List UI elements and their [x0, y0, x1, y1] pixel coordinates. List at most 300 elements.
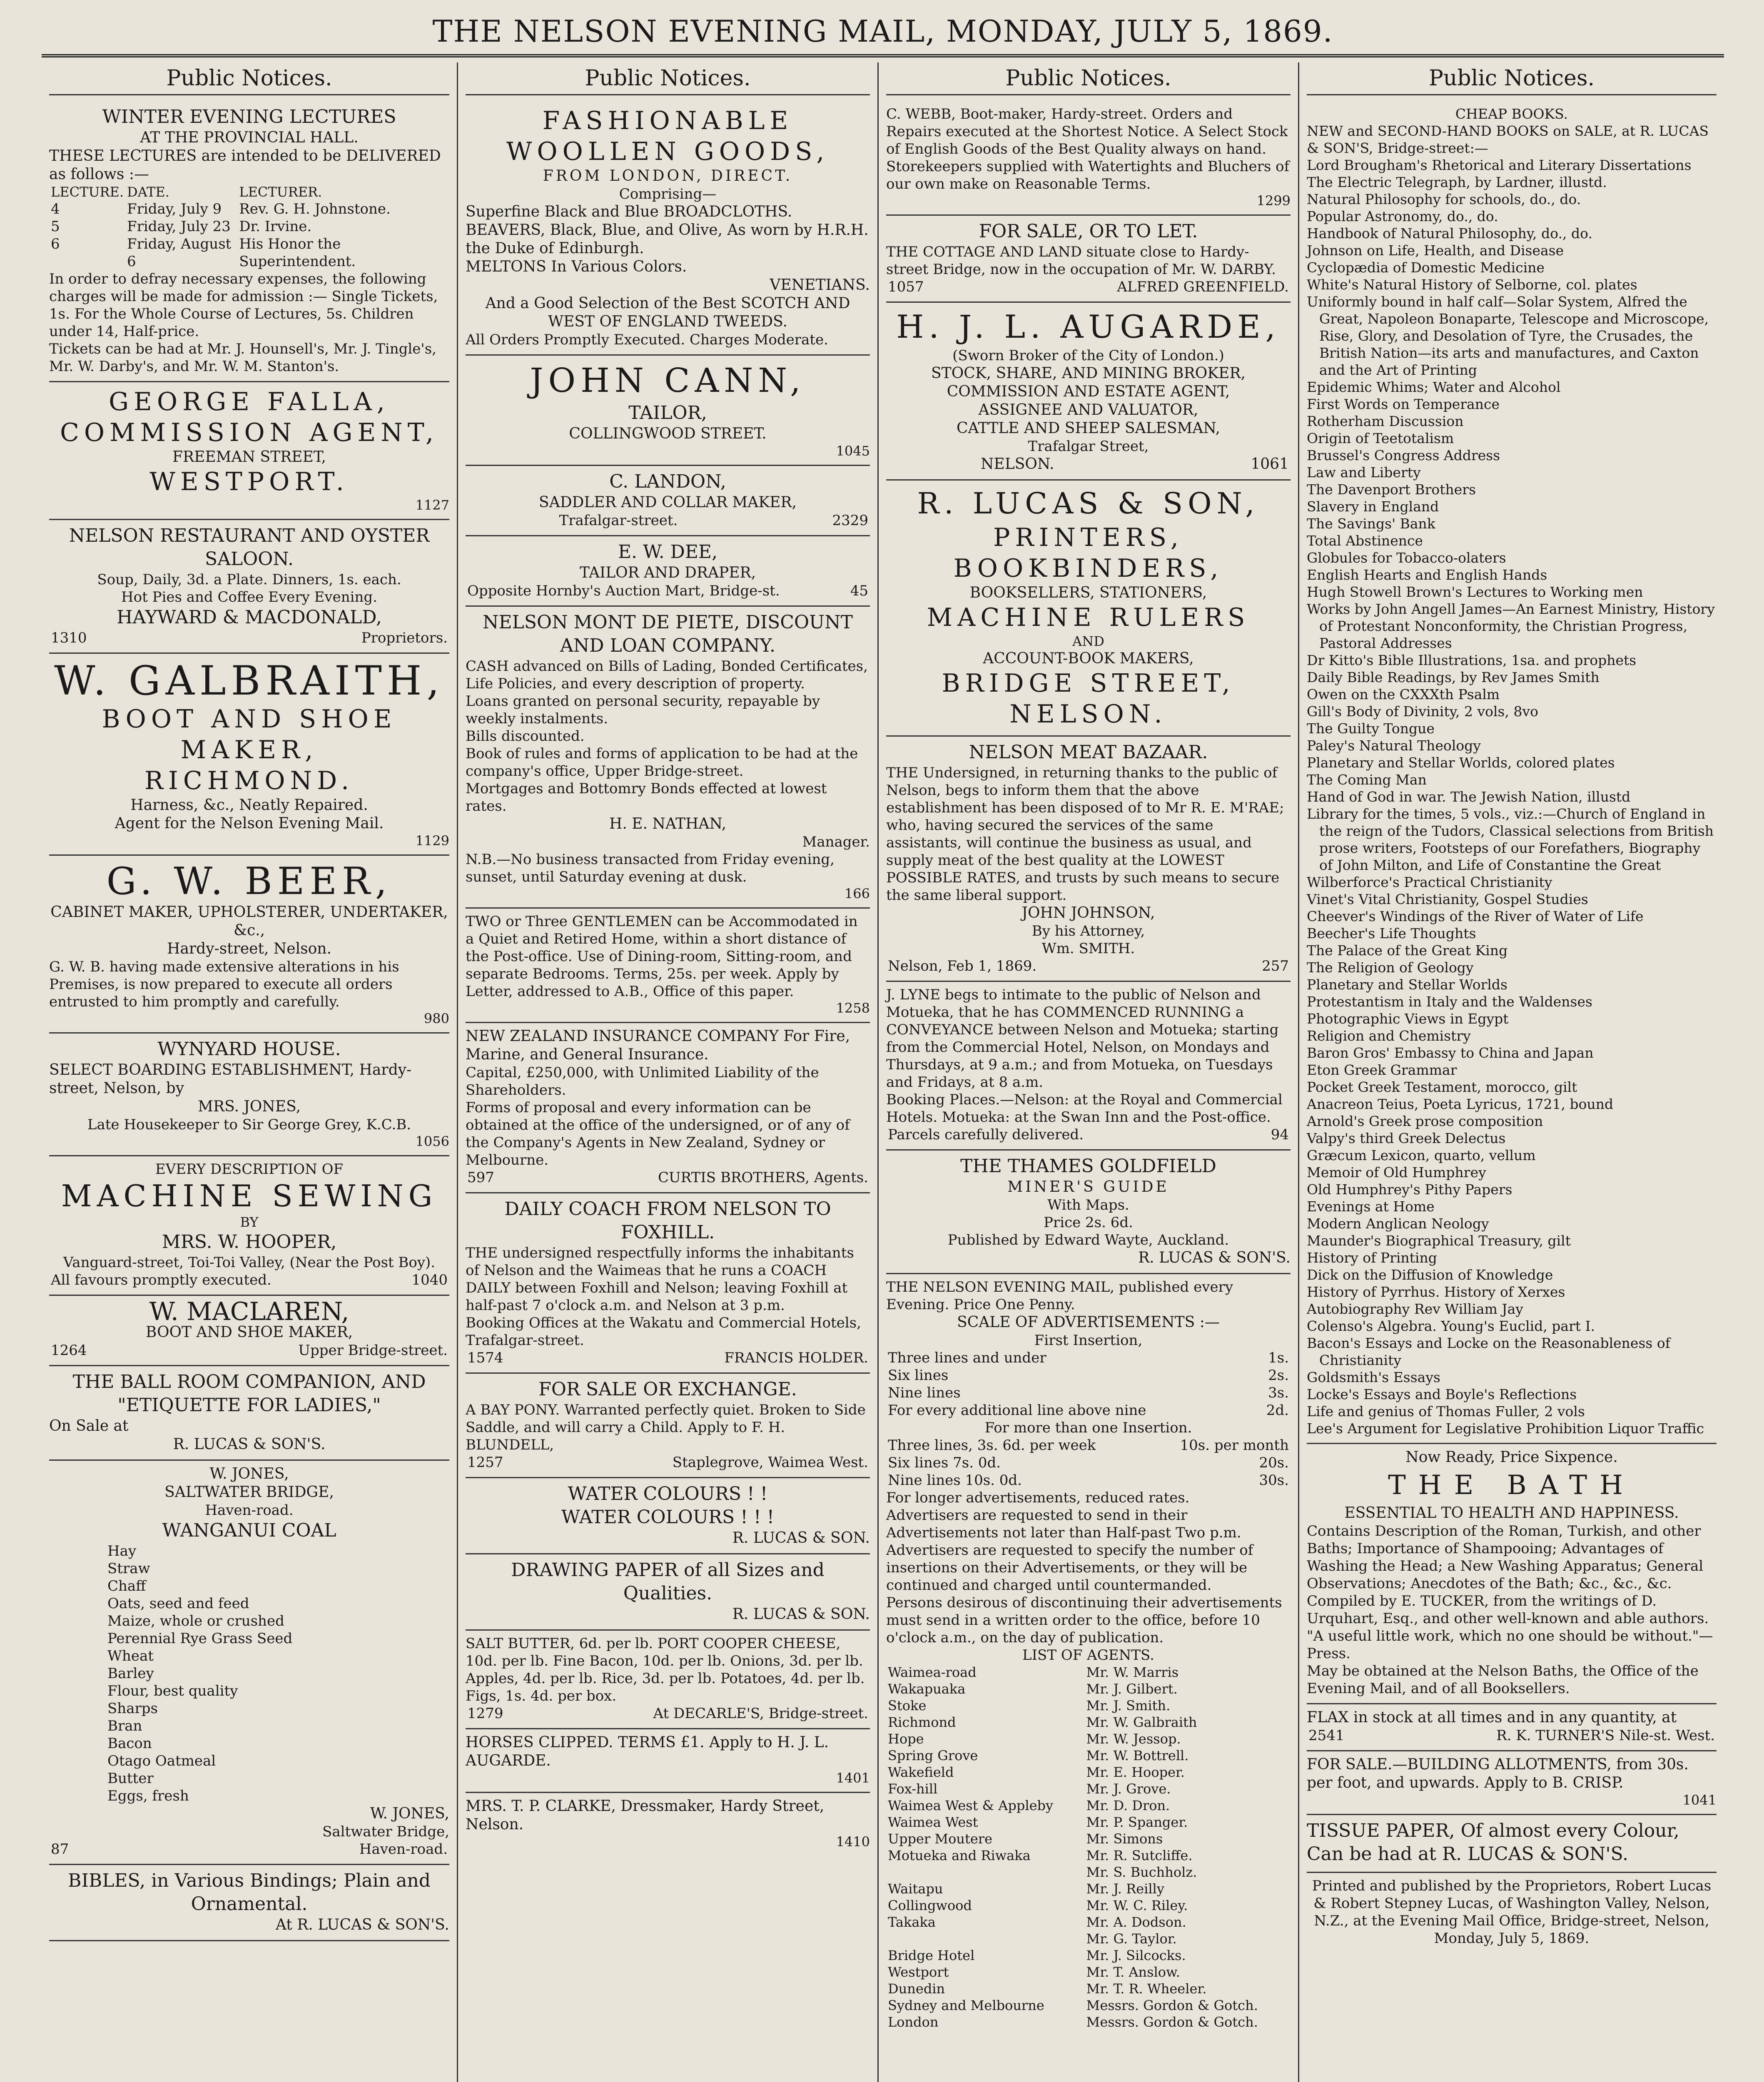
book-item: Natural Philosophy for schools, do., do.: [1307, 191, 1581, 207]
watercolours-line2: WATER COLOURS ! ! !: [561, 1507, 775, 1528]
lucas-ad: [886, 481, 1291, 737]
agent-place: Collingwood: [888, 1898, 972, 1913]
lecture-cell: His Honor the Superintendent.: [239, 236, 356, 270]
ad-number: 1061: [1251, 456, 1289, 473]
weekly-value: 20s.: [1259, 1454, 1289, 1471]
restaurant-line1: Soup, Daily, 3d. a Plate. Dinners, 1s. each.: [97, 571, 401, 588]
beer-ad: [49, 856, 449, 1034]
book-item: Globules for Tobacco-olaters: [1307, 550, 1506, 566]
flax-ad: [1307, 1704, 1717, 1751]
hooper-footer: [49, 1271, 449, 1289]
agent-name: Mr. J. Grove.: [1086, 1781, 1171, 1797]
hooper-line1: EVERY DESCRIPTION OF: [155, 1161, 344, 1178]
bath-body: Contains Description of the Roman, Turkish, and other Baths; Importance of Shampooing; Advantages of Washing the Head; a New Washing Apparatus; General Observations; Anecdotes of the Bath; &c., &c., &c.: [1307, 1523, 1704, 1592]
table-row: [886, 1731, 1291, 1747]
column-4: [1299, 62, 1724, 2082]
thames-line3: With Maps.: [1047, 1197, 1129, 1213]
book-item: Maunder's Biographical Treasury, gilt: [1307, 1233, 1571, 1249]
maclaren-name: W. MACLAREN,: [149, 1297, 349, 1326]
hooper-line6: All favours promptly executed.: [51, 1272, 272, 1288]
montdepiete-title: NELSON MONT DE PIETE, DISCOUNT AND LOAN COMPANY.: [483, 612, 853, 656]
ad-number: 1310: [51, 630, 87, 646]
book-item: Evenings at Home: [1307, 1198, 1435, 1215]
list-item: Barley: [107, 1665, 154, 1682]
list-item: Bran: [107, 1718, 142, 1734]
montdepiete-body3: Bills discounted.: [466, 728, 585, 745]
book-item: Hugh Stowell Brown's Lectures to Working men: [1307, 584, 1643, 600]
list-item: Chaff: [107, 1578, 146, 1594]
allotments-body: FOR SALE.—BUILDING ALLOTMENTS, from 30s. per foot, and upwards. Apply to B. CRISP.: [1307, 1756, 1689, 1791]
lectures-header: LECTURE.: [51, 184, 124, 200]
lucas-line9: NELSON.: [1009, 700, 1167, 729]
table-row: [886, 2014, 1291, 2030]
rate-value: 1s.: [1268, 1350, 1289, 1366]
table-row: [886, 1764, 1291, 1781]
montdepiete-body2: Loans granted on personal security, repayable by weekly instalments.: [466, 693, 820, 727]
montdepiete-nb: N.B.—No business transacted from Friday evening, sunset, until Saturday evening at dusk.: [466, 851, 835, 885]
meat-body: THE Undersigned, in returning thanks to the public of Nelson, begs to inform them that the above establishment has been disposed of to Mr R. E. M'RAE; who, having secured the services of the same assistants, will continue the business as usual, and supply meat of the best quality at the LOWEST POSSIBLE RATES, and trusts by such means to secure the same liberal support.: [886, 765, 1284, 904]
ad-number: 1127: [415, 497, 449, 513]
hooper-line2: MACHINE SEWING: [61, 1178, 438, 1213]
agent-name: Mr. Simons: [1086, 1831, 1163, 1847]
list-item: Sharps: [107, 1700, 158, 1717]
meat-title: NELSON MEAT BAZAAR.: [969, 742, 1208, 763]
book-item: Popular Astronomy, do., do.: [1307, 208, 1498, 224]
lucas-line8: BRIDGE STREET,: [942, 669, 1235, 698]
book-item: Modern Anglican Neology: [1307, 1215, 1489, 1232]
agent-name: Mr. S. Buchholz.: [1086, 1864, 1197, 1880]
ad-number: 1045: [836, 443, 870, 459]
galbraith-name: W. GALBRAITH,: [54, 657, 445, 704]
allotments-ad: [1307, 1751, 1717, 1815]
woollen-ad: [466, 101, 870, 356]
jones-sig3: Haven-road.: [359, 1841, 448, 1858]
table-row: [886, 1947, 1291, 1964]
forsale-body: A BAY PONY. Warranted perfectly quiet. Broken to Side Saddle, and will carry a Child. Apply to F. H. BLUNDELL,: [466, 1402, 866, 1453]
agent-place: Takaka: [888, 1914, 936, 1930]
montdepiete-role: Manager.: [802, 834, 870, 850]
book-item: The Guilty Tongue: [1307, 720, 1435, 737]
flax-sig: R. K. TURNER'S Nile-st. West.: [1496, 1727, 1715, 1744]
bibles-line1: BIBLES, in Various Bindings; Plain and Ornamental.: [68, 1870, 431, 1915]
mail-ad: [886, 1274, 1291, 2036]
lucas-line6: AND: [1072, 633, 1104, 649]
agent-place: Westport: [888, 1964, 949, 1980]
watercolours-line1: WATER COLOURS ! !: [568, 1483, 768, 1504]
bath-body2: Compiled by E. TUCKER, from the writings of D. Urquhart, Esq., and other well-known and able authors.: [1307, 1593, 1709, 1627]
book-item: Daily Bible Readings, by Rev James Smith: [1307, 669, 1600, 685]
tissue-ad: [1307, 1815, 1717, 1873]
book-item: Old Humphrey's Pithy Papers: [1307, 1181, 1512, 1198]
coach-sig: FRANCIS HOLDER.: [724, 1350, 868, 1366]
maclaren-ad: [49, 1296, 449, 1366]
agent-name: Mr. D. Dron.: [1086, 1798, 1170, 1813]
book-item: Cyclopædia of Domestic Medicine: [1307, 259, 1545, 276]
augarde-line3: STOCK, SHARE, AND MINING BROKER,: [931, 365, 1246, 382]
coach-body: THE undersigned respectfully informs the inhabitants of Nelson and the Waimeas that he runs a COACH DAILY between Foxhill and Nelson; leaving Foxhill at half-past 7 o'clock a.m. and Nelson at 3 p.m.: [466, 1245, 854, 1314]
mail-more: For more than one Insertion.: [984, 1420, 1192, 1436]
augarde-line7: Trafalgar Street,: [1028, 438, 1149, 455]
ballroom-line3: R. LUCAS & SON'S.: [173, 1436, 326, 1453]
horses-body: HORSES CLIPPED. TERMS £1. Apply to H. J. L. AUGARDE.: [466, 1734, 829, 1769]
book-item: Memoir of Old Humphrey: [1307, 1164, 1486, 1180]
meat-date: Nelson, Feb 1, 1869.: [888, 958, 1037, 974]
table-row: [886, 1814, 1291, 1830]
book-item: Planetary and Stellar Worlds, colored plates: [1307, 755, 1615, 771]
book-item: Total Abstinence: [1307, 533, 1423, 549]
restaurant-names: HAYWARD & MACDONALD,: [117, 607, 382, 628]
mail-body2: Advertisers are requested to send in their Advertisements not later than Half-past Two p.m.: [886, 1507, 1241, 1541]
jones-name: W. JONES,: [209, 1465, 289, 1482]
agent-name: Mr. W. Jessop.: [1086, 1731, 1181, 1747]
book-item: Wilberforce's Practical Christianity: [1307, 874, 1552, 890]
woollen-line1: FASHIONABLE WOOLLEN GOODS,: [506, 106, 830, 166]
dee-ad: [466, 536, 870, 607]
book-item: The Electric Telegraph, by Lardner, illustd.: [1307, 174, 1607, 190]
table-row: [886, 1830, 1291, 1847]
lyne-body2: Booking Places.—Nelson: at the Royal and Commercial Hotels. Motueka: at the Swan Inn and the Post-office.: [886, 1091, 1283, 1126]
book-item: Johnson on Life, Health, and Disease: [1307, 242, 1564, 259]
wynyard-line1: SELECT BOARDING ESTABLISHMENT, Hardy-street, Nelson, by: [49, 1061, 412, 1097]
lectures-notice: [49, 101, 449, 382]
meat-sig: JOHN JOHNSON,: [1022, 904, 1155, 921]
weekly-value: 10s. per month: [1180, 1437, 1289, 1454]
maclaren-line3: Upper Bridge-street.: [298, 1342, 448, 1359]
agent-name: Mr. R. Sutcliffe.: [1086, 1848, 1193, 1863]
agent-name: Mr. T. Anslow.: [1086, 1964, 1180, 1980]
insurance-sig: CURTIS BROTHERS, Agents.: [658, 1169, 868, 1186]
book-item: Life and genius of Thomas Fuller, 2 vols: [1307, 1403, 1585, 1420]
meat-sig2: By his Attorney,: [1031, 923, 1145, 939]
list-item: Hay: [107, 1543, 137, 1559]
bath-body3: May be obtained at the Nelson Baths, the Office of the Evening Mail, and of all Booksellers.: [1307, 1663, 1699, 1697]
ad-number: 1056: [415, 1133, 449, 1149]
coach-body2: Booking Offices at the Wakatu and Commercial Hotels, Trafalgar-street.: [466, 1315, 861, 1349]
book-item: Hand of God in war. The Jewish Nation, illustd: [1307, 789, 1631, 805]
table-row: [886, 1349, 1291, 1367]
lucas-line3: BOOKBINDERS,: [953, 554, 1223, 583]
ad-number: 257: [1262, 958, 1289, 974]
lecture-cell: Friday, July 23: [127, 218, 231, 235]
cann-line2: TAILOR,: [628, 402, 707, 423]
lecture-cell: Friday, July 9: [127, 201, 222, 217]
agent-name: Mr. W. Marris: [1086, 1664, 1179, 1680]
book-item: Epidemic Whims; Water and Alcohol: [1307, 379, 1561, 395]
augarde-footer: [886, 455, 1291, 473]
insurance-title: NEW ZEALAND INSURANCE COMPANY For Fire, Marine, and General Insurance.: [466, 1028, 850, 1063]
augarde-line8: NELSON.: [981, 456, 1054, 473]
jones-items: [49, 1542, 449, 1805]
ad-number: 1401: [836, 1770, 870, 1786]
table-row: [886, 1714, 1291, 1731]
jones-line3: Haven-road.: [205, 1502, 294, 1519]
lectures-header: DATE.: [127, 184, 169, 200]
jones-sig2: Saltwater Bridge,: [322, 1823, 449, 1840]
book-item: The Religion of Geology: [1307, 959, 1474, 976]
lecture-cell: Friday, August 6: [127, 236, 232, 270]
beer-body: G. W. B. having made extensive alterations in his Premises, is now prepared to execute all orders entrusted to him promptly and carefully.: [49, 959, 399, 1010]
maclaren-line2: BOOT AND SHOE MAKER,: [145, 1324, 353, 1341]
book-item: Religion and Chemistry: [1307, 1028, 1471, 1044]
restaurant-ad: [49, 520, 449, 654]
hooper-line4: MRS. W. HOOPER,: [162, 1231, 337, 1253]
woollen-line2: FROM LONDON, DIRECT.: [543, 167, 793, 184]
drawing-ad: [466, 1554, 870, 1631]
table-row: [886, 1664, 1291, 1681]
agent-name: Mr. W. Galbraith: [1086, 1714, 1197, 1730]
augarde-line5: ASSIGNEE AND VALUATOR,: [978, 401, 1198, 418]
table-row: [886, 1980, 1291, 1997]
dee-name: E. W. DEE,: [618, 541, 718, 563]
lucas-name: R. LUCAS & SON,: [917, 486, 1260, 520]
agent-place: Richmond: [888, 1714, 956, 1730]
jones-footer: [49, 1840, 449, 1858]
mail-body4: Persons desirous of discontinuing their advertisements must send in a written order to the office, before 10 o'clock a.m., on the day of publication.: [886, 1594, 1282, 1646]
landon-name: C. LANDON,: [609, 471, 726, 492]
lecture-cell: 6: [51, 236, 60, 252]
rate-label: Six lines: [888, 1367, 949, 1384]
book-item: Lord Brougham's Rhetorical and Literary Dissertations: [1307, 157, 1692, 173]
ad-number: 1258: [836, 1000, 870, 1016]
agent-name: Mr. G. Taylor.: [1086, 1931, 1177, 1947]
list-item: Wheat: [107, 1648, 154, 1664]
book-item: Photographic Views in Egypt: [1307, 1011, 1509, 1027]
agent-place: Waimea West: [888, 1814, 978, 1830]
lecture-cell: 5: [51, 218, 60, 235]
butter-body: SALT BUTTER, 6d. per lb. PORT COOPER CHEESE, 10d. per lb. Fine Bacon, 10d. per lb. Onions, 3d. per lb. Apples, 4d. per lb. Rice, 3d. per lb. Potatoes, 4d. per lb. Figs, 1s. 4d. per box.: [466, 1635, 865, 1704]
agent-place: Sydney and Melbourne: [888, 1997, 1044, 2013]
woollen-line8: And a Good Selection of the Best SCOTCH AND WEST OF ENGLAND TWEEDS.: [485, 295, 850, 330]
tolet-footer: [886, 278, 1291, 296]
rate-label: Three lines and under: [888, 1350, 1046, 1366]
restaurant-footer: [49, 629, 449, 647]
hooper-ad: [49, 1156, 449, 1296]
agents-title: LIST OF AGENTS.: [1022, 1647, 1154, 1664]
book-item: Planetary and Stellar Worlds: [1307, 976, 1507, 993]
agent-name: Mr. P. Spanger.: [1086, 1814, 1188, 1830]
webb-ad: [886, 101, 1291, 216]
column-3: [879, 62, 1299, 2082]
galbraith-line4: Harness, &c., Neatly Repaired.: [130, 797, 368, 814]
book-item: Uniformly bound in half calf—Solar System, Alfred the Great, Napoleon Bonaparte, Telescope and Microscope, Rise, Glory, and Desolation of Tyre, the Crusades, the British Nation—its arts and manufactures, and Caxton and the Art of Printing: [1307, 294, 1709, 378]
mail-body3: Advertisers are requested to specify the number of insertions on their Advertisements, or they will be continued and charged until countermanded.: [886, 1542, 1253, 1594]
book-item: Bacon's Essays and Locke on the Reasonableness of Christianity: [1307, 1335, 1670, 1368]
beer-name: G. W. BEER,: [106, 859, 392, 903]
woollen-line9: All Orders Promptly Executed. Charges Moderate.: [466, 331, 828, 348]
books-title: CHEAP BOOKS.: [1455, 106, 1568, 122]
list-item: Otago Oatmeal: [107, 1753, 216, 1769]
book-item: Græcum Lexicon, quarto, vellum: [1307, 1147, 1536, 1163]
maclaren-footer: [49, 1342, 449, 1359]
book-item: Beecher's Life Thoughts: [1307, 925, 1476, 941]
book-item: First Words on Temperance: [1307, 396, 1500, 412]
lectures-tickets: Tickets can be had at Mr. J. Hounsell's, Mr. J. Tingle's, Mr. W. Darby's, and Mr. W. M. Stanton's.: [49, 341, 436, 375]
thames-line6: R. LUCAS & SON'S.: [1138, 1249, 1291, 1266]
agent-place: [886, 1864, 1085, 1880]
meat-footer: [886, 957, 1291, 975]
bath-ad: [1307, 1444, 1717, 1704]
book-item: Owen on the CXXXth Psalm: [1307, 686, 1500, 702]
book-item: History of Pyrrhus. History of Xerxes: [1307, 1284, 1565, 1300]
wynyard-ad: [49, 1034, 449, 1156]
book-item: Dick on the Diffusion of Knowledge: [1307, 1267, 1553, 1283]
ad-number: 2329: [832, 512, 868, 529]
rate-value: 3s.: [1268, 1385, 1289, 1401]
tolet-sig: ALFRED GREENFIELD.: [1117, 279, 1289, 295]
agent-place: Wakefield: [888, 1764, 954, 1780]
wynyard-title: WYNYARD HOUSE.: [157, 1039, 341, 1060]
book-item: Vinet's Vital Christianity, Gospel Studies: [1307, 891, 1588, 907]
table-row: [886, 1472, 1291, 1489]
book-item: Valpy's third Greek Delectus: [1307, 1130, 1506, 1146]
lectures-intro: THESE LECTURES are intended to be DELIVERED as follows :—: [49, 147, 441, 183]
agent-place: Waimea West & Appleby: [888, 1798, 1054, 1813]
list-item: Eggs, fresh: [107, 1788, 189, 1804]
galbraith-line3: RICHMOND.: [144, 766, 354, 795]
ad-number: 1410: [836, 1834, 870, 1850]
book-item: White's Natural History of Selborne, col. plates: [1307, 276, 1637, 293]
agent-place: Upper Moutere: [888, 1831, 993, 1847]
agent-place: Wakapuaka: [888, 1681, 966, 1697]
thames-ad: [886, 1151, 1291, 1274]
table-row: [886, 1697, 1291, 1714]
mail-body1: For longer advertisements, reduced rates.: [886, 1489, 1190, 1506]
table-row: [886, 1847, 1291, 1864]
book-item: Pocket Greek Testament, morocco, gilt: [1307, 1079, 1577, 1095]
table-row: [886, 1781, 1291, 1797]
rate-label: For every additional line above nine: [888, 1402, 1146, 1419]
list-item: Butter: [107, 1770, 154, 1787]
insurance-ad: [466, 1023, 870, 1193]
bath-line2: ESSENTIAL TO HEALTH AND HAPPINESS.: [1344, 1504, 1679, 1522]
column-header: Public Notices.: [466, 62, 870, 95]
list-item: Maize, whole or crushed: [107, 1613, 284, 1629]
bibles-ad: [49, 1865, 449, 1941]
forsale-line2: Staplegrove, Waimea West.: [672, 1454, 868, 1471]
wynyard-line2: MRS. JONES,: [198, 1098, 301, 1115]
beer-line3: Hardy-street, Nelson.: [167, 940, 331, 957]
coach-title: DAILY COACH FROM NELSON TO FOXHILL.: [504, 1198, 831, 1243]
lucas-line5: MACHINE RULERS: [927, 603, 1250, 632]
ad-number: 1264: [51, 1342, 87, 1359]
bath-line1: Now Ready, Price Sixpence.: [1405, 1449, 1618, 1466]
meat-ad: [886, 737, 1291, 982]
lucas-line2: PRINTERS,: [993, 523, 1183, 552]
table-row: [886, 1681, 1291, 1697]
imprint: [1307, 1873, 1717, 1953]
table-row: [886, 1747, 1291, 1764]
book-item: The Coming Man: [1307, 772, 1427, 788]
montdepiete-body5: Mortgages and Bottomry Bonds effected at lowest rates.: [466, 780, 827, 814]
table-row: [886, 1384, 1291, 1402]
book-item: Eton Greek Grammar: [1307, 1062, 1457, 1078]
column-header: Public Notices.: [1307, 62, 1717, 95]
column-header: Public Notices.: [49, 62, 449, 95]
ad-number: 1279: [467, 1705, 503, 1722]
column-1: [42, 62, 458, 2082]
agent-place: [886, 1930, 1085, 1947]
woollen-line4: Superfine Black and Blue BROADCLOTHS.: [466, 203, 792, 220]
ad-number: 2541: [1308, 1727, 1345, 1744]
cann-name: JOHN CANN,: [530, 361, 806, 400]
restaurant-line2: Hot Pies and Coffee Every Evening.: [121, 589, 377, 605]
table-row: [886, 1914, 1291, 1930]
restaurant-title: NELSON RESTAURANT AND OYSTER SALOON.: [69, 525, 430, 570]
agent-name: Messrs. Gordon & Gotch.: [1086, 2014, 1258, 2030]
ballroom-ad: [49, 1366, 449, 1461]
bath-title: THE BATH: [1388, 1470, 1635, 1501]
table-row: [886, 1797, 1291, 1814]
table-row: [886, 1402, 1291, 1419]
book-item: Locke's Essays and Boyle's Reflections: [1307, 1386, 1577, 1402]
landon-line2: SADDLER AND COLLAR MAKER,: [539, 494, 797, 511]
books-intro: NEW and SECOND-HAND BOOKS on SALE, at R. LUCAS & SON'S, Bridge-street:—: [1307, 123, 1709, 156]
tolet-ad: [886, 216, 1291, 303]
agent-name: Mr. J. Gilbert.: [1086, 1681, 1178, 1697]
forsale-ad: [466, 1374, 870, 1478]
masthead: THE NELSON EVENING MAIL, MONDAY, JULY 5, 1869.: [42, 8, 1724, 57]
ballroom-line1: THE BALL ROOM COMPANION, AND "ETIQUETTE FOR LADIES,": [72, 1371, 426, 1416]
thames-line5: Published by Edward Wayte, Auckland.: [947, 1232, 1229, 1248]
flax-footer: [1307, 1727, 1717, 1744]
list-item: Flour, best quality: [107, 1683, 238, 1699]
butter-ad: [466, 1631, 870, 1729]
book-item: Arnold's Greek prose composition: [1307, 1113, 1543, 1129]
weekly-table: [886, 1437, 1291, 1489]
agent-place: Bridge Hotel: [888, 1948, 975, 1963]
column-2: [458, 62, 879, 2082]
agent-place: Hope: [888, 1731, 924, 1747]
montdepiete-body1: CASH advanced on Bills of Lading, Bonded Certificates, Life Policies, and every description of property.: [466, 658, 868, 692]
book-item: Dr Kitto's Bible Illustrations, 1sa. and prophets: [1307, 652, 1637, 668]
agent-name: Mr. J. Silcocks.: [1086, 1948, 1186, 1963]
book-item: The Palace of the Great King: [1307, 942, 1508, 959]
agent-place: Waimea-road: [888, 1664, 977, 1680]
list-item: Bacon: [107, 1735, 152, 1752]
lyne-footer: [886, 1126, 1291, 1143]
ad-number: 1040: [411, 1272, 448, 1288]
lucas-line4: BOOKSELLERS, STATIONERS,: [969, 584, 1207, 601]
lyne-body3: Parcels carefully delivered.: [888, 1126, 1084, 1143]
lecture-cell: Dr. Irvine.: [239, 218, 312, 235]
insurance-line2: Capital, £250,000, with Unlimited Liability of the Shareholders.: [466, 1064, 819, 1098]
galbraith-ad: [49, 654, 449, 856]
hooper-line5: Vanguard-street, Toi-Toi Valley, (Near the Post Boy).: [63, 1254, 436, 1271]
book-item: Gill's Body of Divinity, 2 vols, 8vo: [1307, 703, 1538, 720]
book-item: Colenso's Algebra. Young's Euclid, part I.: [1307, 1318, 1595, 1334]
agent-name: Mr. E. Hooper.: [1086, 1764, 1185, 1780]
lecture-cell: 4: [51, 201, 60, 217]
falla-ad: [49, 382, 449, 520]
book-item: Protestantism in Italy and the Waldenses: [1307, 994, 1592, 1010]
butter-line2: At DECARLE'S, Bridge-street.: [653, 1705, 868, 1722]
augarde-line2: (Sworn Broker of the City of London.): [952, 347, 1224, 364]
book-item: Slavery in England: [1307, 498, 1439, 515]
tissue-body: TISSUE PAPER, Of almost every Colour, Can be had at R. LUCAS & SON'S.: [1307, 1820, 1679, 1865]
hooper-line3: BY: [240, 1214, 259, 1230]
drawing-line2: R. LUCAS & SON.: [732, 1606, 870, 1623]
montdepiete-ad: [466, 607, 870, 909]
agent-name: Mr. W. C. Riley.: [1086, 1898, 1188, 1913]
ad-number: 166: [844, 886, 870, 902]
ad-number: 1574: [467, 1350, 503, 1366]
lectures-subtitle: AT THE PROVINCIAL HALL.: [140, 129, 359, 146]
weekly-value: 30s.: [1259, 1472, 1289, 1489]
falla-line3: FREEMAN STREET,: [172, 448, 326, 466]
ad-number: 1041: [1682, 1792, 1717, 1808]
ad-number: 1257: [467, 1454, 503, 1471]
ballroom-line2: On Sale at: [49, 1417, 129, 1434]
